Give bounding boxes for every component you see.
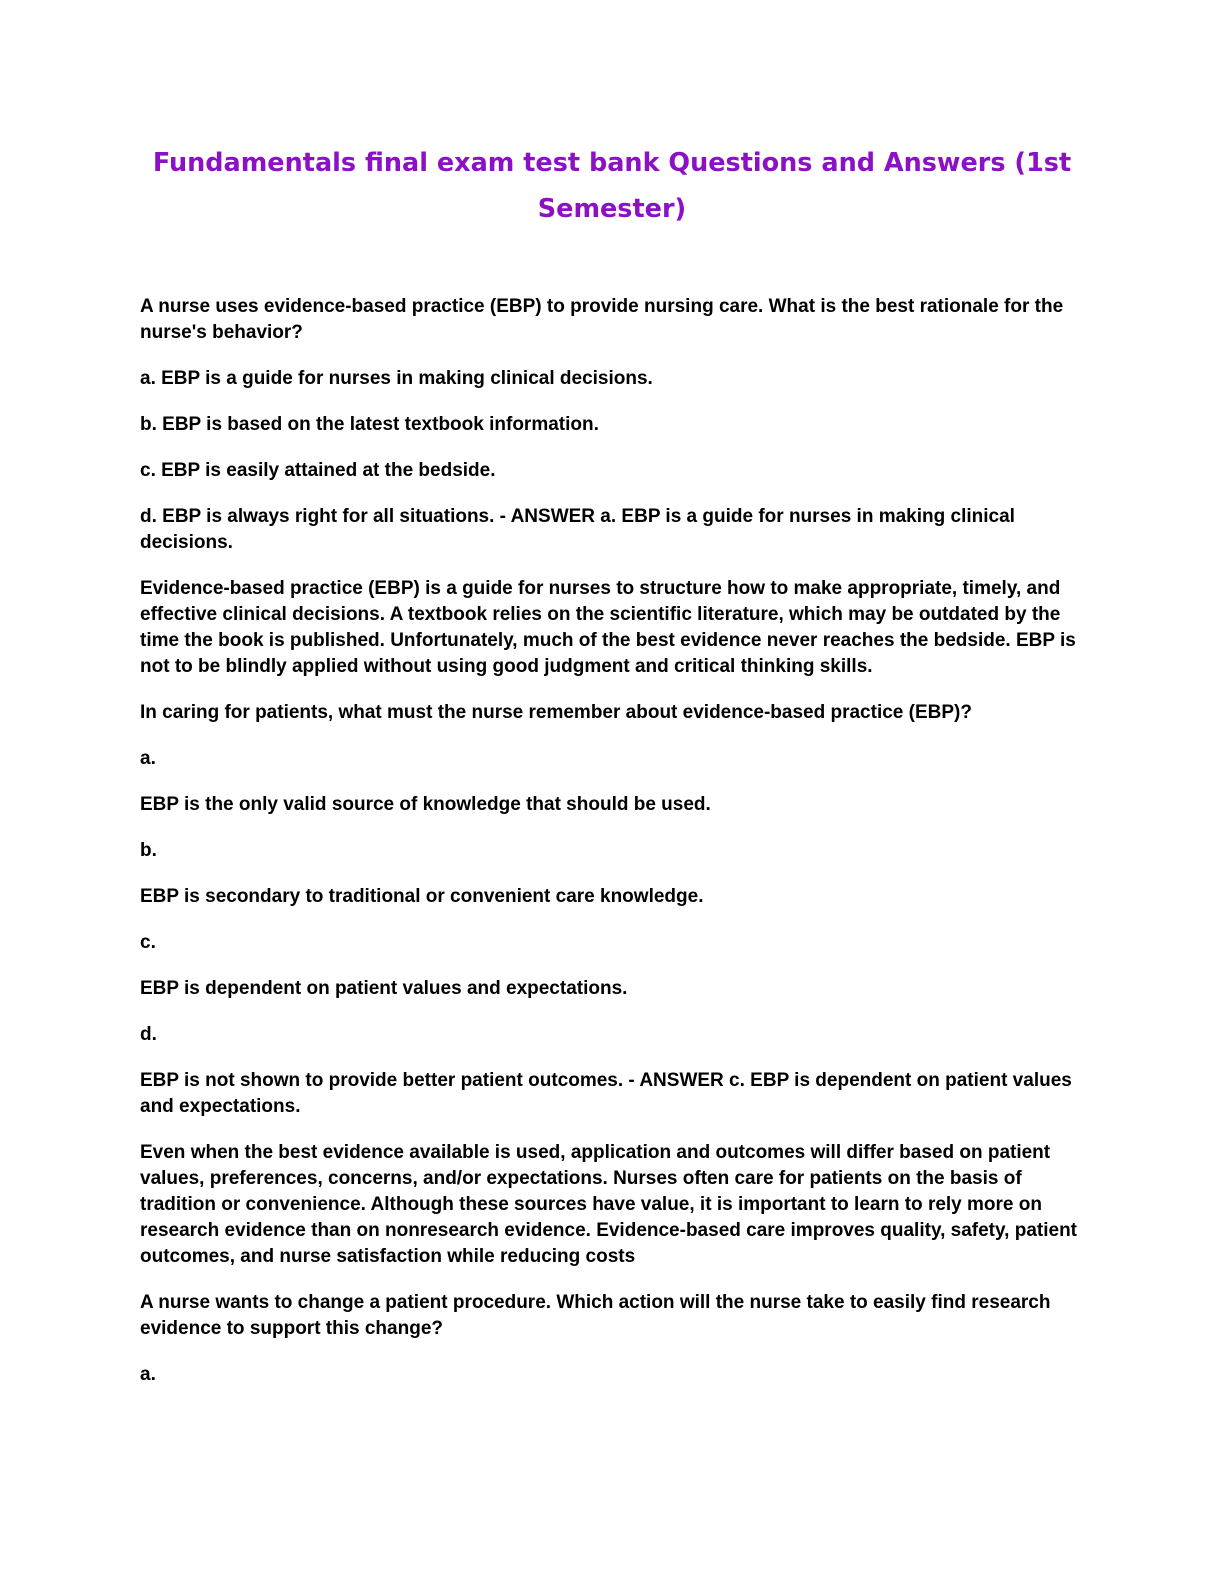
question-2-option-a-text: EBP is the only valid source of knowledge that should be used. (140, 794, 711, 815)
question-2-option-b-letter: b. (140, 840, 157, 861)
document-body (140, 294, 1082, 1408)
question-2-option-d-letter: d. (140, 1024, 157, 1045)
question-1-option-c: c. EBP is easily attained at the bedside. (140, 460, 496, 481)
question-1-stem: A nurse uses evidence-based practice (EBP) to provide nursing care. What is the best rationale for the nurse's behavior? (140, 296, 1064, 343)
question-2-rationale: Even when the best evidence available is used, application and outcomes will differ based on patient values, preferences, concerns, and/or expectations. Nurses often care for patients on the basis of tradition or convenience. Although these sources have value, it is important to learn to rely more on research evidence than on nonresearch evidence. Evidence-based care improves quality, safety, patient outcomes, and nurse satisfaction while reducing costs (140, 1142, 1078, 1267)
question-2-option-b-text: EBP is secondary to traditional or convenient care knowledge. (140, 886, 704, 907)
question-1-option-b: b. EBP is based on the latest textbook information. (140, 414, 599, 435)
question-2-option-d-answer: EBP is not shown to provide better patient outcomes. - ANSWER c. EBP is dependent on patient values and expectations. (140, 1070, 1072, 1117)
question-2-stem: In caring for patients, what must the nurse remember about evidence-based practice (EBP)? (140, 702, 972, 723)
question-2-option-a-letter: a. (140, 748, 156, 769)
question-1-rationale: Evidence-based practice (EBP) is a guide for nurses to structure how to make appropriate, timely, and effective clinical decisions. A textbook relies on the scientific literature, which may be outdated by the time the book is published. Unfortunately, much of the best evidence never reaches the bedside. EBP is not to be blindly applied without using good judgment and critical thinking skills. (140, 578, 1076, 677)
question-2-option-c-letter: c. (140, 932, 156, 953)
question-3-stem: A nurse wants to change a patient procedure. Which action will the nurse take to easily find research evidence to support this change? (140, 1292, 1051, 1339)
question-1-option-d-answer: d. EBP is always right for all situations. - ANSWER a. EBP is a guide for nurses in making clinical decisions. (140, 506, 1015, 553)
document-title: Fundamentals final exam test bank Questions and Answers (1st Semester) (152, 148, 1072, 224)
question-1-option-a: a. EBP is a guide for nurses in making clinical decisions. (140, 368, 653, 389)
question-2-option-c-text: EBP is dependent on patient values and expectations. (140, 978, 628, 999)
question-3-option-a-letter: a. (140, 1364, 156, 1385)
